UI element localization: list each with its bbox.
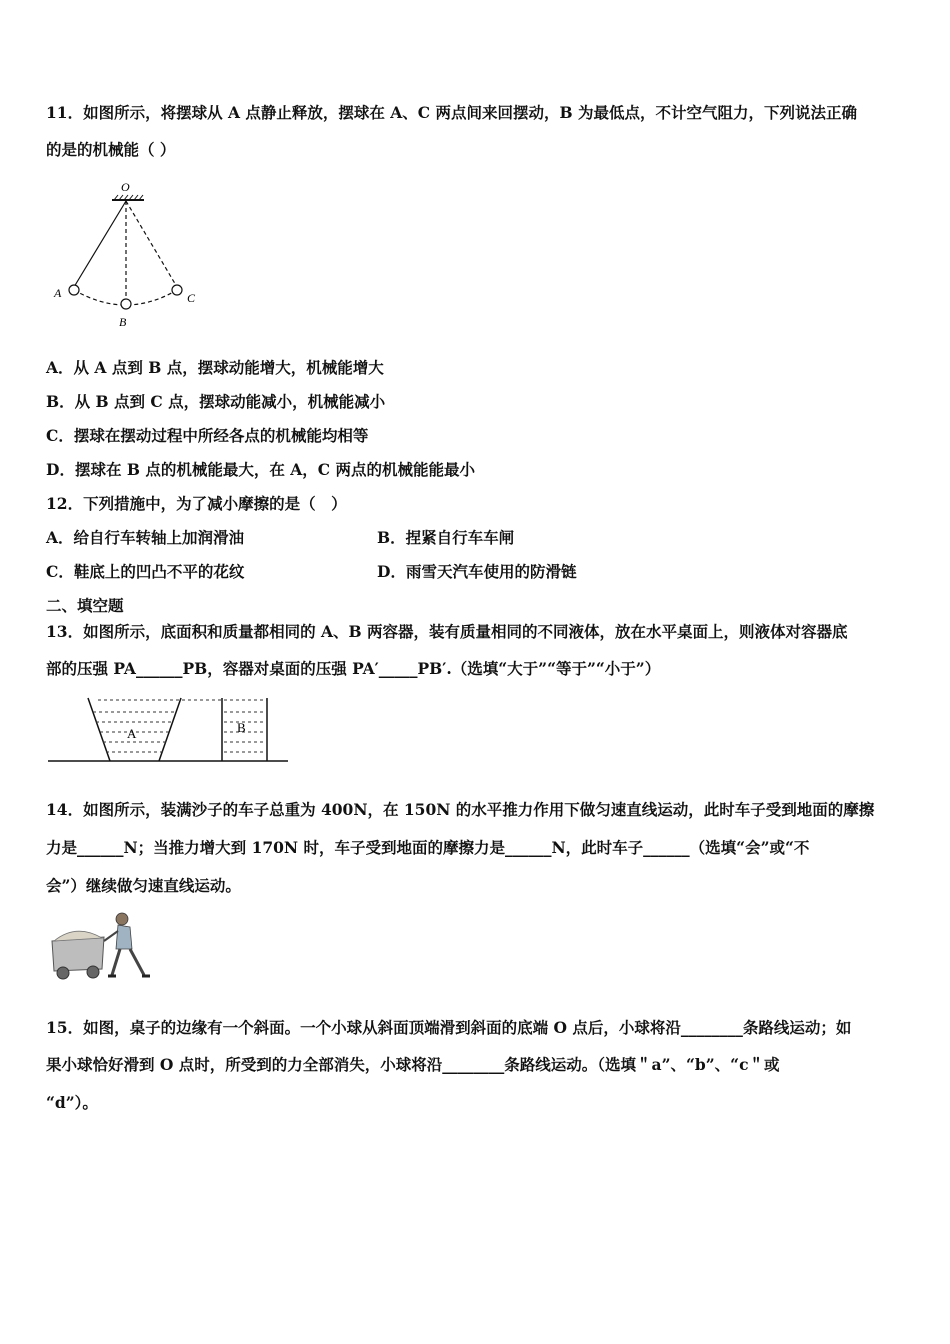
q15-line-1: 15．如图，桌子的边缘有一个斜面。一个小球从斜面顶端滑到斜面的底端 O 点后，小球将沿________条路线运动；如 — [46, 1018, 852, 1037]
section-title: 二、填空题 — [46, 596, 124, 615]
label-b: B — [119, 315, 127, 329]
q12-option-b: B．捏紧自行车车闸 — [377, 528, 515, 547]
q13-line-1: 13．如图所示，底面积和质量都相同的 A、B 两容器，装有质量相同的不同液体，放在水平桌面上，则液体对容器底 — [46, 622, 848, 641]
q11-line-1: 11．如图所示，将摆球从 A 点静止释放，摆球在 A、C 两点间来回摆动，B 为最低点，不计空气阻力，下列说法正确 — [46, 103, 858, 122]
q15-line-2: 果小球恰好滑到 O 点时，所受到的力全部消失，小球将沿________条路线运动。（选填＂a”、“b”、“c＂或 — [46, 1055, 780, 1074]
label-a: A — [54, 286, 62, 300]
cart-figure — [48, 905, 156, 983]
q14-line-3: 会”）继续做匀速直线运动。 — [46, 876, 241, 895]
q12-option-c: C．鞋底上的凹凸不平的花纹 — [46, 562, 245, 581]
q15-line-3: “d”）。 — [46, 1093, 98, 1112]
label-c: C — [187, 291, 196, 305]
label-o: O — [121, 180, 130, 194]
q11-option-c: C．摆球在摆动过程中所经各点的机械能均相等 — [46, 426, 369, 445]
q11-line-2: 的是的机械能（ ） — [46, 140, 176, 159]
q11-option-b: B．从 B 点到 C 点，摆球动能减小，机械能减小 — [46, 392, 386, 411]
q11-option-a: A．从 A 点到 B 点，摆球动能增大，机械能增大 — [46, 358, 384, 377]
q14-line-1: 14．如图所示，装满沙子的车子总重为 400N，在 150N 的水平推力作用下做匀速直线运动，此时车子受到地面的摩擦 — [46, 800, 875, 819]
pendulum-figure — [50, 180, 210, 335]
q12-option-d: D．雨雪天汽车使用的防滑链 — [377, 562, 577, 581]
label-container-a: A — [127, 726, 137, 741]
q12-stem: 12．下列措施中，为了减小摩擦的是（ ） — [46, 494, 347, 513]
q11-option-d: D．摆球在 B 点的机械能最大，在 A，C 两点的机械能能最小 — [46, 460, 475, 479]
q14-line-2: 力是______N；当推力增大到 170N 时，车子受到地面的摩擦力是______N，此时车子______（选填“会”或“不 — [46, 838, 810, 857]
q13-line-2: 部的压强 PA______PB，容器对桌面的压强 PA′_____PB′.（选填“大于”“等于”“小于”） — [46, 659, 661, 678]
label-container-b: B — [237, 720, 246, 735]
q12-option-a: A．给自行车转轴上加润滑油 — [46, 528, 245, 547]
containers-figure — [48, 690, 288, 765]
